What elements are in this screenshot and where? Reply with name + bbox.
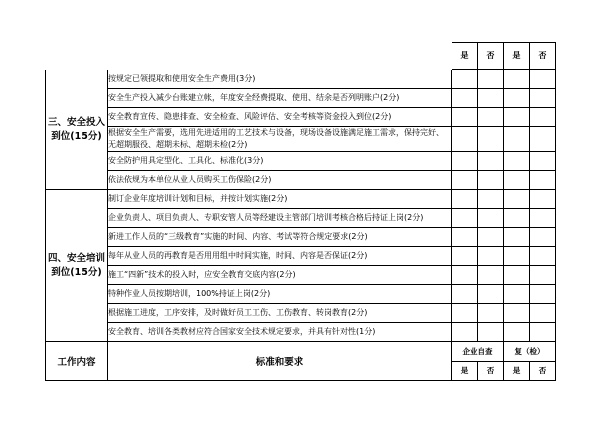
table-row — [46, 247, 556, 266]
checklist-table — [45, 42, 556, 381]
checklist-item: 按规定已领提取和使用安全生产费用(3分) — [108, 70, 452, 89]
checkbox-self-no[interactable] — [478, 152, 504, 171]
table-row — [46, 209, 556, 228]
checkbox-self-no[interactable] — [478, 247, 504, 266]
checkbox-review-no[interactable] — [530, 70, 556, 89]
header-review-yes: 是 — [504, 43, 530, 70]
checkbox-self-no[interactable] — [478, 70, 504, 89]
checklist-item: 企业负责人、项目负责人、专职安管人员等经建设主管部门培训考核合格后持证上岗(2分) — [108, 209, 452, 228]
checkbox-self-yes[interactable] — [452, 304, 478, 323]
checkbox-self-yes[interactable] — [452, 108, 478, 127]
checkbox-self-yes[interactable] — [452, 247, 478, 266]
table-row — [46, 285, 556, 304]
checkbox-self-no[interactable] — [478, 209, 504, 228]
checklist-item: 安全防护用具定型化、工具化、标准化(3分) — [108, 152, 452, 171]
checkbox-review-yes[interactable] — [504, 209, 530, 228]
checklist-sheet — [45, 42, 555, 381]
checklist-item: 根据安全生产需要，选用先进适用的工艺技术与设备，现场设备设施满足施工需求，保持完好、无超期服役、超期未标、超期未检(2分) — [108, 127, 452, 152]
header-self-yes: 是 — [452, 43, 478, 70]
checkbox-review-yes[interactable] — [504, 171, 530, 190]
checkbox-self-yes[interactable] — [452, 152, 478, 171]
checkbox-self-no[interactable] — [478, 323, 504, 342]
table-row — [46, 228, 556, 247]
checklist-item: 每年从业人员的再教育是否用用组中时间实施，时间、内容是否保证(2分) — [108, 247, 452, 266]
table-row — [46, 171, 556, 190]
footer-work-content-label: 工作内容 — [46, 342, 108, 381]
checkbox-review-yes[interactable] — [504, 89, 530, 108]
checkbox-self-yes[interactable] — [452, 209, 478, 228]
footer-review-yes: 是 — [504, 362, 530, 380]
header-blank-category — [46, 43, 108, 70]
checklist-item: 依法依规为本单位从业人员购买工伤保险(2分) — [108, 171, 452, 190]
checkbox-self-yes[interactable] — [452, 190, 478, 209]
checklist-item: 新进工作人员的“三级教育”实施的时间、内容、考试等符合规定要求(2分) — [108, 228, 452, 247]
checkbox-review-yes[interactable] — [504, 152, 530, 171]
checklist-item: 安全生产投入减少台账建立帐，年度安全经费提取、使用、结余是否列明账户(2分) — [108, 89, 452, 108]
checkbox-review-yes[interactable] — [504, 323, 530, 342]
checkbox-self-no[interactable] — [478, 285, 504, 304]
checklist-item: 根据施工进度，工序安排，及时做好员工工伤、工伤教育、转岗教育(2分) — [108, 304, 452, 323]
footer-standard-label: 标准和要求 — [108, 342, 452, 381]
table-row — [46, 108, 556, 127]
checkbox-review-no[interactable] — [530, 152, 556, 171]
checkbox-review-no[interactable] — [530, 190, 556, 209]
checkbox-review-no[interactable] — [530, 108, 556, 127]
checkbox-review-yes[interactable] — [504, 266, 530, 285]
checklist-item: 特种作业人员按期培训，100%持证上岗(2分) — [108, 285, 452, 304]
checkbox-review-no[interactable] — [530, 228, 556, 247]
checkbox-review-no[interactable] — [530, 323, 556, 342]
checkbox-review-yes[interactable] — [504, 304, 530, 323]
footer-review-check-group — [504, 342, 556, 381]
checkbox-self-yes[interactable] — [452, 266, 478, 285]
checkbox-self-no[interactable] — [478, 108, 504, 127]
checkbox-review-no[interactable] — [530, 127, 556, 152]
checkbox-review-no[interactable] — [530, 285, 556, 304]
footer-self-check-label: 企业自查 — [452, 343, 503, 362]
table-row — [46, 152, 556, 171]
table-header-row — [46, 43, 556, 70]
header-blank-item — [108, 43, 452, 70]
checkbox-review-yes[interactable] — [504, 285, 530, 304]
footer-self-yes: 是 — [452, 362, 478, 380]
section-category-3: 三、安全投入到位(15分) — [46, 70, 108, 190]
checkbox-self-yes[interactable] — [452, 285, 478, 304]
footer-self-check-group — [452, 342, 504, 381]
table-row — [46, 304, 556, 323]
table-row — [46, 70, 556, 89]
footer-review-check-label: 复（检） — [504, 343, 555, 362]
table-row — [46, 323, 556, 342]
checkbox-self-yes[interactable] — [452, 323, 478, 342]
checkbox-self-no[interactable] — [478, 190, 504, 209]
checkbox-review-yes[interactable] — [504, 228, 530, 247]
table-row — [46, 266, 556, 285]
header-review-no: 否 — [530, 43, 556, 70]
checklist-item: 制订企业年度培训计划和目标，并按计划实施(2分) — [108, 190, 452, 209]
checkbox-review-no[interactable] — [530, 247, 556, 266]
checkbox-self-no[interactable] — [478, 127, 504, 152]
checkbox-self-no[interactable] — [478, 89, 504, 108]
checkbox-review-no[interactable] — [530, 304, 556, 323]
table-row — [46, 89, 556, 108]
header-self-no: 否 — [478, 43, 504, 70]
table-row — [46, 190, 556, 209]
table-footer-row — [46, 342, 556, 381]
checkbox-review-no[interactable] — [530, 89, 556, 108]
table-row — [46, 127, 556, 152]
checkbox-self-no[interactable] — [478, 228, 504, 247]
footer-review-no: 否 — [538, 365, 547, 375]
checkbox-review-no[interactable] — [530, 171, 556, 190]
checkbox-review-no[interactable] — [530, 266, 556, 285]
checklist-item: 安全教育、培训各类教材应符合国家安全技术规定要求，并具有针对性(1分) — [108, 323, 452, 342]
checkbox-self-yes[interactable] — [452, 171, 478, 190]
checklist-item: 安全教育宣传、隐患排查、安全检查、风险评估、安全考核等资金投入到位(2分) — [108, 108, 452, 127]
footer-self-no: 否 — [486, 365, 495, 375]
checkbox-review-yes[interactable] — [504, 190, 530, 209]
checklist-item: 施工“四新”技术的投入时，应安全教育交底内容(2分) — [108, 266, 452, 285]
checkbox-self-yes[interactable] — [452, 228, 478, 247]
section-category-4: 四、安全培训到位(15分) — [46, 190, 108, 342]
checkbox-review-yes[interactable] — [504, 108, 530, 127]
checkbox-review-no[interactable] — [530, 209, 556, 228]
checkbox-self-yes[interactable] — [452, 89, 478, 108]
checkbox-self-no[interactable] — [478, 266, 504, 285]
checkbox-self-no[interactable] — [478, 171, 504, 190]
checkbox-review-yes[interactable] — [504, 70, 530, 89]
checkbox-review-yes[interactable] — [504, 247, 530, 266]
checkbox-self-no[interactable] — [478, 304, 504, 323]
checkbox-self-yes[interactable] — [452, 127, 478, 152]
checkbox-review-yes[interactable] — [504, 127, 530, 152]
checkbox-self-yes[interactable] — [452, 70, 478, 89]
